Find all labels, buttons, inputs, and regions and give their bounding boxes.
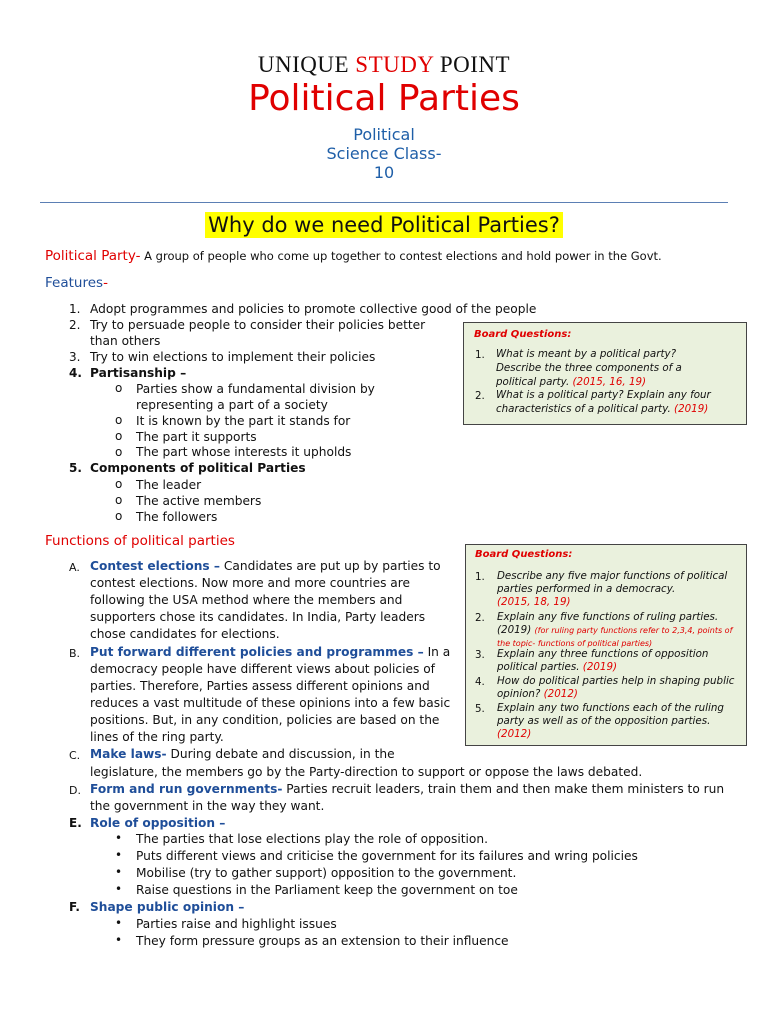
bullet-icon: • xyxy=(115,882,123,896)
section-question: Why do we need Political Parties? xyxy=(205,212,563,238)
function-d-title: Form and run governments- xyxy=(90,782,283,796)
board-question-continued xyxy=(497,688,578,702)
function-b-text: parties. Therefore, Parties assess different opinions and xyxy=(90,679,430,693)
feature-number: 2. xyxy=(69,318,81,332)
public-opinion-item: They form pressure groups as an extension to their influence xyxy=(136,934,509,948)
board-question-number: 2. xyxy=(475,612,485,624)
feature-number: 5. xyxy=(69,461,82,475)
board-question-continued xyxy=(496,403,708,417)
definition-text: A group of people who come up together to contest elections and hold power in the Govt. xyxy=(140,249,662,263)
board-question-continued: parties performed in a democracy. xyxy=(497,583,676,595)
bullet-icon: • xyxy=(115,831,123,845)
opposition-item: Puts different views and criticise the government for its failures and wring policies xyxy=(136,849,638,863)
feature-item: Adopt programmes and policies to promote collective good of the people xyxy=(90,302,537,316)
board-questions-box-2 xyxy=(465,544,747,746)
board-question-note: the topic- functions of political parties) xyxy=(497,639,653,648)
board-question-continued: Describe the three components of a xyxy=(496,362,682,374)
subject-line-3: 10 xyxy=(373,163,395,182)
function-c-text: During debate and discussion, in the xyxy=(166,747,395,761)
function-letter: D. xyxy=(69,784,81,797)
function-e-title: Role of opposition – xyxy=(90,816,226,830)
sub-bullet-icon: o xyxy=(115,429,123,443)
function-a-text: Candidates are put up by parties to xyxy=(220,559,441,573)
board-question-text: characteristics of a political party. xyxy=(496,403,671,415)
board-question-text: political party. xyxy=(496,376,570,388)
definition xyxy=(45,248,745,265)
component-subitem: The leader xyxy=(136,478,202,492)
board-question-year: (2015, 18, 19) xyxy=(497,596,571,608)
feature-item-continued: than others xyxy=(90,334,161,348)
sub-bullet-icon: o xyxy=(115,381,123,395)
board-questions-box-1 xyxy=(463,322,747,425)
brand-part-2: STUDY xyxy=(355,52,434,77)
brand-part-3: POINT xyxy=(433,52,511,77)
definition-term: Political Party- xyxy=(45,248,141,264)
board-question-year: (2015, 16, 19) xyxy=(572,376,647,388)
board-question-year: (2019) xyxy=(674,403,709,415)
header-divider xyxy=(40,202,728,203)
sub-bullet-icon: o xyxy=(115,413,123,427)
page-title: Political Parties xyxy=(248,78,520,119)
sub-bullet-icon: o xyxy=(115,477,123,491)
board-question-year: (2019) xyxy=(582,661,618,673)
board-question-continued xyxy=(497,624,732,638)
function-a-text: supporters chose its candidates. In India, Party leaders xyxy=(90,610,426,624)
bullet-icon: • xyxy=(115,933,123,947)
function-letter: A. xyxy=(69,561,80,574)
function-letter: F. xyxy=(69,900,80,914)
features-heading-text: Features xyxy=(45,275,104,291)
board-questions-heading: Board Questions: xyxy=(474,329,572,340)
board-question: Explain any two functions each of the ruling xyxy=(497,702,724,714)
opposition-item: Mobilise (try to gather support) opposition to the government. xyxy=(136,866,517,880)
component-subitem: The followers xyxy=(136,510,218,524)
board-question: What is meant by a political party? xyxy=(496,348,677,360)
feature-item-components: Components of political Parties xyxy=(90,461,306,475)
function-b-title: Put forward different policies and programmes – xyxy=(90,645,424,659)
function-d-text: Parties recruit leaders, train them and then make them ministers to run xyxy=(282,782,725,796)
function-d-text: the government in the way they want. xyxy=(90,799,325,813)
board-question-number: 4. xyxy=(475,676,485,688)
board-question: What is a political party? Explain any four xyxy=(496,389,711,401)
feature-item: Try to persuade people to consider their policies better xyxy=(90,318,426,332)
brand-heading xyxy=(0,52,768,78)
function-a-text: contest elections. Now more and more countries are xyxy=(90,576,411,590)
board-question: How do political parties help in shaping public xyxy=(497,675,735,687)
component-subitem: The active members xyxy=(136,494,262,508)
board-question-number: 1. xyxy=(475,349,485,361)
board-question: Explain any five functions of ruling parties. xyxy=(497,611,719,623)
function-b-text: In a xyxy=(423,645,451,659)
opposition-item: Raise questions in the Parliament keep the government on toe xyxy=(136,883,518,897)
board-question-continued xyxy=(496,376,646,390)
board-question-number: 1. xyxy=(475,571,485,583)
public-opinion-item: Parties raise and highlight issues xyxy=(136,917,337,931)
function-b-text: lines of the ring party. xyxy=(90,730,224,744)
features-heading-dash: - xyxy=(103,275,108,291)
question-wrap xyxy=(0,212,768,238)
sub-bullet-icon: o xyxy=(115,493,123,507)
partisanship-subitem: Parties show a fundamental division by xyxy=(136,382,375,396)
board-question-text: (2019) xyxy=(497,624,532,636)
partisanship-subitem: It is known by the part it stands for xyxy=(136,414,351,428)
functions-heading: Functions of political parties xyxy=(45,533,235,549)
function-b-text: reduces a vast multitude of these opinions into a few basic xyxy=(90,696,451,710)
function-c-text: legislature, the members go by the Party-direction to support or oppose the laws debated. xyxy=(90,765,643,779)
function-c-title: Make laws- xyxy=(90,747,167,761)
partisanship-subitem-continued: representing a part of a society xyxy=(136,398,328,412)
subject-line-2: Science Class- xyxy=(326,144,442,163)
board-questions-heading: Board Questions: xyxy=(475,549,573,560)
board-question-note: (for ruling party functions refer to 2,3,4, points of xyxy=(534,626,733,635)
feature-item-partisanship: Partisanship – xyxy=(90,366,187,380)
function-f-title: Shape public opinion – xyxy=(90,900,245,914)
partisanship-subitem: The part it supports xyxy=(136,430,257,444)
function-a-line xyxy=(90,558,441,575)
board-question-number: 2. xyxy=(475,390,485,402)
function-a-text: chose candidates for elections. xyxy=(90,627,280,641)
function-letter: C. xyxy=(69,749,81,762)
function-b-text: positions. But, in any condition, policies are based on the xyxy=(90,713,440,727)
sub-bullet-icon: o xyxy=(115,445,123,459)
board-question-text: political parties. xyxy=(497,661,580,673)
board-question-continued xyxy=(497,661,617,675)
feature-item: Try to win elections to implement their policies xyxy=(90,350,376,364)
sub-bullet-icon: o xyxy=(115,509,123,523)
function-letter: B. xyxy=(69,647,81,660)
function-b-text: democracy people have different views about policies of xyxy=(90,662,435,676)
function-d-line xyxy=(90,781,724,798)
board-question-year: (2012) xyxy=(543,688,578,700)
board-question: Describe any five major functions of political xyxy=(497,570,728,582)
board-question-year: (2012) xyxy=(497,728,532,740)
feature-number: 1. xyxy=(69,302,81,316)
board-question-number: 3. xyxy=(475,649,485,661)
feature-number: 4. xyxy=(69,366,82,380)
features-heading xyxy=(45,275,108,291)
feature-number: 3. xyxy=(69,350,81,364)
function-letter: E. xyxy=(69,816,82,830)
function-c-line xyxy=(90,746,395,763)
subject-line-1: Political xyxy=(353,125,415,144)
bullet-icon: • xyxy=(115,865,123,879)
function-a-text: following the USA method where the members and xyxy=(90,593,403,607)
board-question: Explain any three functions of opposition xyxy=(497,648,709,660)
bullet-icon: • xyxy=(115,848,123,862)
board-question-number: 5. xyxy=(475,703,485,715)
function-a-title: Contest elections – xyxy=(90,559,220,573)
partisanship-subitem: The part whose interests it upholds xyxy=(136,445,352,459)
opposition-item: The parties that lose elections play the role of opposition. xyxy=(136,832,488,846)
brand-part-1: UNIQUE xyxy=(257,52,356,77)
bullet-icon: • xyxy=(115,916,123,930)
function-b-line xyxy=(90,644,450,661)
board-question-text: opinion? xyxy=(497,688,541,700)
board-question-continued: party as well as of the opposition parties. xyxy=(497,715,711,727)
